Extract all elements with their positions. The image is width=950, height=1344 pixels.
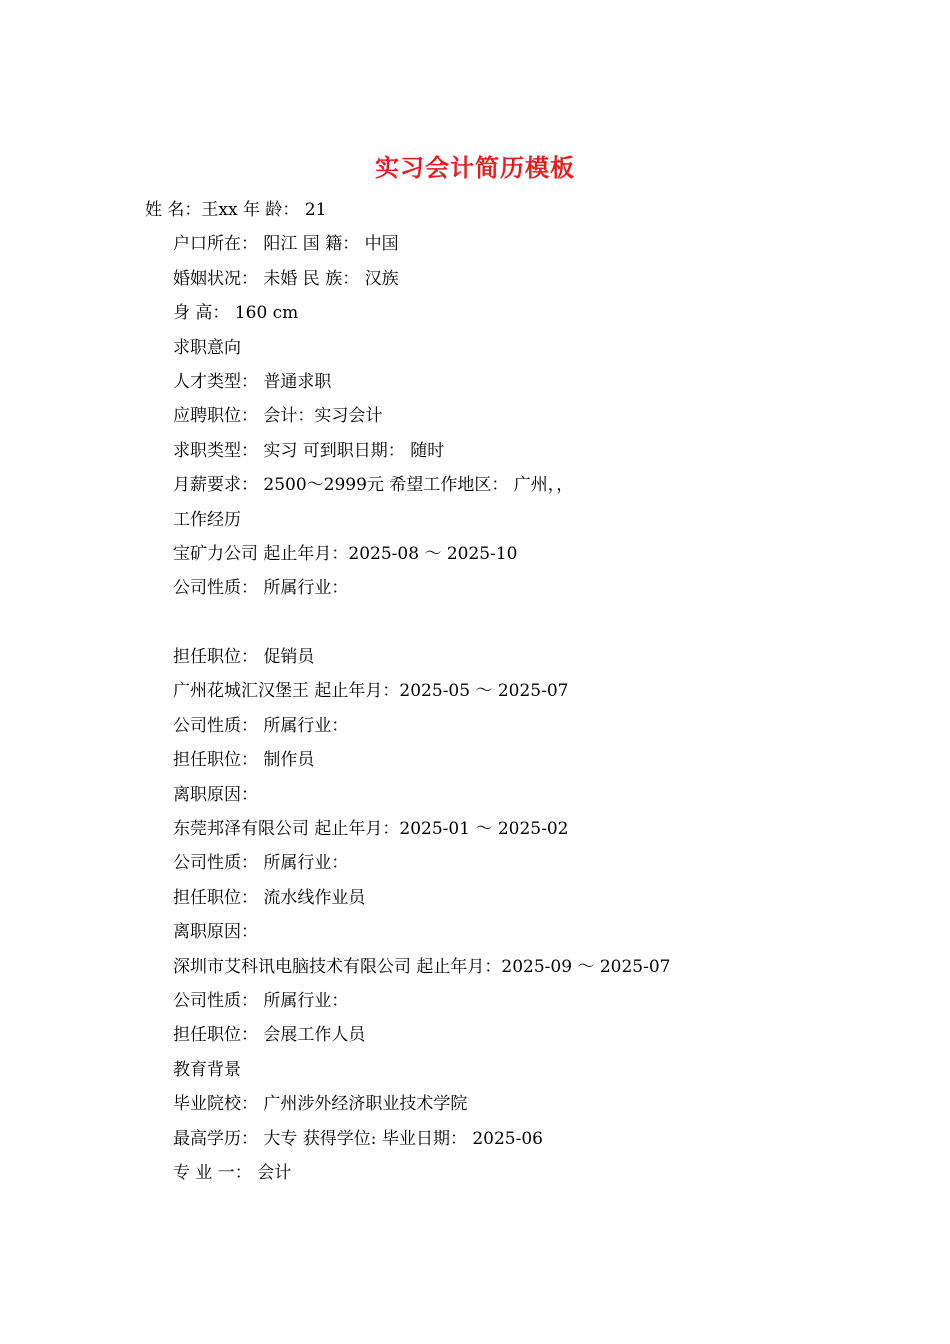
school-line: 毕业院校： 广州涉外经济职业技术学院 [173, 1094, 468, 1115]
section-job-intention: 求职意向 [173, 337, 241, 358]
work-entry-company: 东莞邦泽有限公司 起止年月：2025-01 ～ 2025-02 [173, 819, 569, 840]
document-title: 实习会计简历模板 [375, 153, 575, 182]
hukou-nationality-line: 户口所在： 阳江 国 籍： 中国 [173, 234, 399, 255]
height-line: 身 高： 160 cm [173, 303, 299, 324]
work-entry-company: 宝矿力公司 起止年月：2025-08 ～ 2025-10 [173, 543, 518, 564]
work-entry-leave-reason: 离职原因： [173, 922, 258, 943]
applied-position-line: 应聘职位： 会计：实习会计 [173, 406, 383, 427]
salary-location-line: 月薪要求： 2500～2999元 希望工作地区： 广州，， [173, 475, 574, 496]
degree-line: 最高学历： 大专 获得学位: 毕业日期： 2025-06 [173, 1128, 543, 1149]
work-entry-position: 担任职位： 流水线作业员 [173, 887, 366, 908]
name-age-line: 姓 名：王xx 年 龄： 21 [145, 200, 327, 220]
job-type-line: 求职类型： 实习 可到职日期： 随时 [173, 440, 445, 461]
section-education: 教育背景 [173, 1059, 241, 1080]
work-entry-nature: 公司性质： 所属行业： [173, 853, 349, 874]
work-entry-position: 担任职位： 会展工作人员 [173, 1025, 366, 1046]
work-entry-nature: 公司性质： 所属行业： [173, 578, 349, 599]
work-entry-position: 担任职位： 促销员 [173, 647, 315, 668]
work-entry-position: 担任职位： 制作员 [173, 750, 315, 771]
major-line: 专 业 一： 会计 [173, 1162, 292, 1183]
work-entry-company: 广州花城汇汉堡王 起止年月：2025-05 ～ 2025-07 [173, 681, 569, 702]
work-entry-leave-reason: 离职原因： [173, 784, 258, 805]
talent-type-line: 人才类型： 普通求职 [173, 371, 332, 392]
blank-line [0, 606, 950, 640]
work-entry-company: 深圳市艾科讯电脑技术有限公司 起止年月：2025-09 ～ 2025-07 [173, 956, 671, 977]
work-entry-nature: 公司性质： 所属行业： [173, 990, 349, 1011]
marital-ethnicity-line: 婚姻状况： 未婚 民 族： 汉族 [173, 268, 399, 289]
resume-body [0, 193, 950, 1190]
work-entry-nature: 公司性质： 所属行业： [173, 715, 349, 736]
section-work-experience: 工作经历 [173, 509, 241, 530]
